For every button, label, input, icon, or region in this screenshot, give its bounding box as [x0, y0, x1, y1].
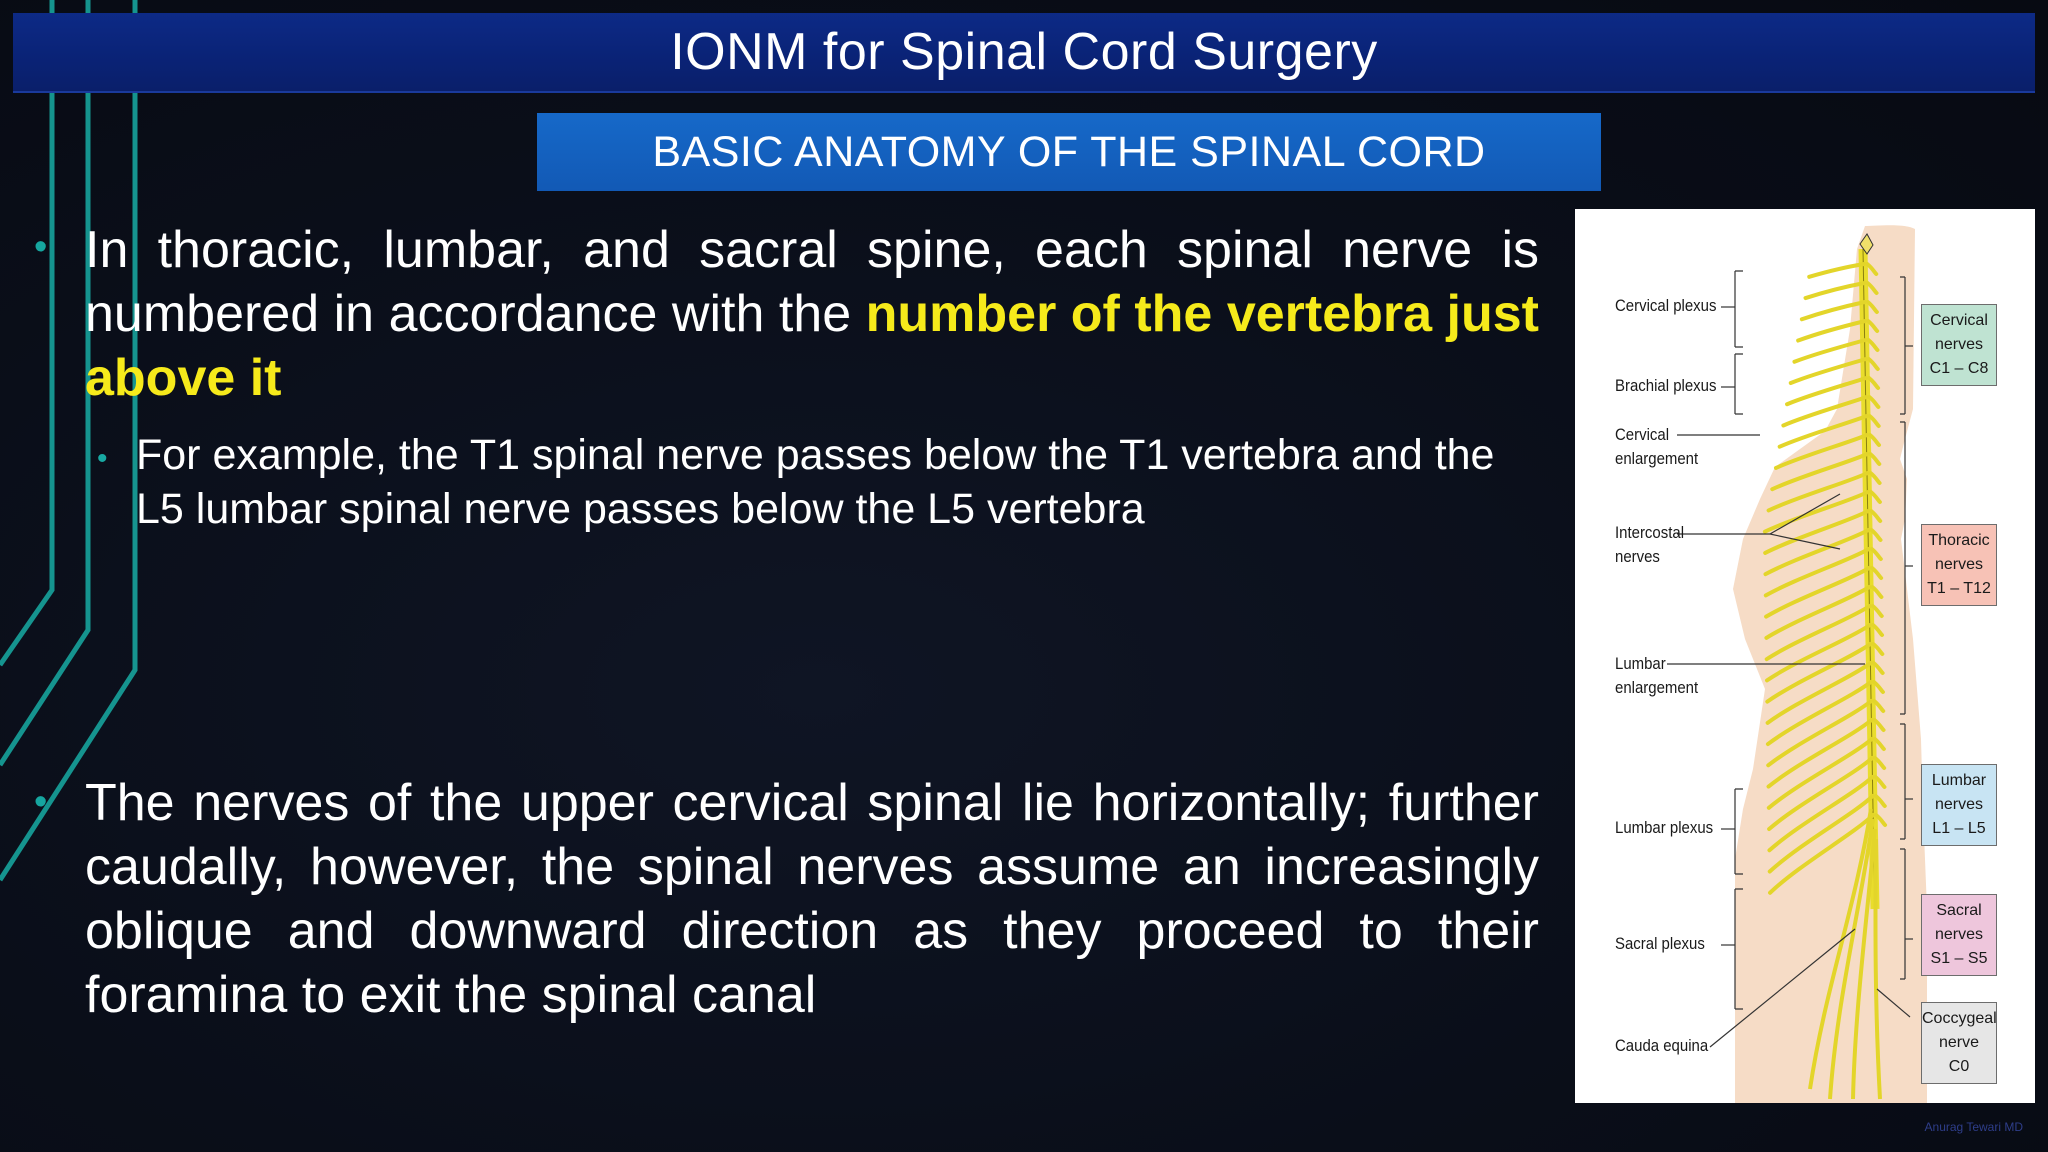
nerve-group-range: C1 – C8: [1929, 360, 1989, 377]
label-cervical-enlargement: Cervical enlargement: [1615, 425, 1699, 468]
nerve-group-line2: nerves: [1934, 556, 1984, 573]
section-heading: BASIC ANATOMY OF THE SPINAL CORD: [537, 113, 1601, 191]
nerve-group-range: S1 – S5: [1930, 950, 1988, 967]
nerve-group-line2: nerves: [1934, 926, 1984, 943]
label-lumbar-enlargement: Lumbar enlargement: [1615, 654, 1699, 697]
nerve-group-line2: nerves: [1934, 336, 1984, 353]
label-cervical-plexus: Cervical plexus: [1615, 296, 1717, 315]
nerve-group-range: C0: [1948, 1058, 1970, 1075]
nerve-group-name: Sacral: [1936, 902, 1982, 919]
nerve-group-range: T1 – T12: [1927, 580, 1991, 597]
bullet-marker: •: [34, 226, 48, 268]
nerve-group-line2: nerves: [1934, 796, 1984, 813]
label-intercostal-nerves: Intercostal nerves: [1615, 523, 1685, 566]
bullet-text-2: The nerves of the upper cervical spinal lie horizontally; further caudally, however, the spinal nerves assume an increasingly oblique and downward direction as they proceed to their foramina to exit the spinal canal: [85, 774, 1539, 1024]
nerve-group-box: [1921, 1002, 1997, 1084]
highlighted-text: number of the vertebra just above it: [85, 285, 1539, 407]
bullet-1-text: In thoracic, lumbar, and sacral spine, each spinal nerve is numbered in accordance with the: [85, 221, 1539, 343]
bullet-text-1: [85, 218, 1539, 410]
author-signature: Anurag Tewari MD: [1924, 1120, 2023, 1134]
label-sacral-plexus: Sacral plexus: [1615, 934, 1705, 953]
label-brachial-plexus: Brachial plexus: [1615, 376, 1717, 395]
sub-bullet-marker: •: [97, 442, 108, 475]
label-cauda-equina: Cauda equina: [1615, 1036, 1709, 1055]
bullet-marker: •: [34, 781, 48, 823]
nerve-group-name: Lumbar: [1931, 772, 1987, 789]
nerve-group-box: [1921, 304, 1997, 386]
nerve-group-range: L1 – L5: [1932, 820, 1986, 837]
spinal-nerves-figure: [1575, 209, 2035, 1103]
slide-title: IONM for Spinal Cord Surgery: [13, 13, 2035, 93]
nerve-group-box: [1921, 764, 1997, 846]
label-lumbar-plexus: Lumbar plexus: [1615, 818, 1714, 837]
nerve-group-box: [1921, 894, 1997, 976]
nerve-group-line2: nerve: [1938, 1034, 1980, 1051]
nerve-group-name: Cervical: [1930, 312, 1988, 329]
nerve-group-name: Thoracic: [1928, 532, 1990, 549]
nerve-group-box: [1921, 524, 1997, 606]
nerve-group-name: Coccygeal: [1922, 1010, 1997, 1027]
sub-bullet-text: For example, the T1 spinal nerve passes below the T1 vertebra and the L5 lumbar spinal nerve passes below the L5 vertebra: [136, 431, 1495, 533]
